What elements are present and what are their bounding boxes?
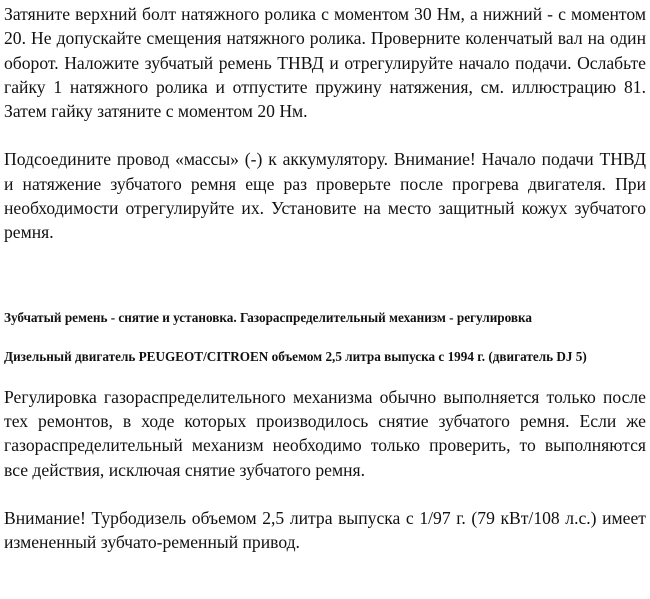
section-heading: Зубчатый ремень - снятие и установка. Газораспределительный механизм - регулировка [4,309,533,325]
paragraph-ground-wire: Подсоедините провод «массы» (-) к аккумулятору. Внимание! Начало подачи ТНВД и натяжение зубчатого ремня еще раз проверьте после прогрева двигателя. При необходимости отрегулируйте их. Установите на место защитный кожух зубчатого ремня. [4,149,646,243]
document-page [4,2,646,554]
paragraph-turbodiesel-note: Внимание! Турбодизель объемом 2,5 литра выпуска с 1/97 г. (79 кВт/108 л.с.) имеет измененный зубчато-ременный привод. [4,507,646,553]
paragraph-timing-adjustment: Регулировка газораспределительного механизма обычно выполняется только после тех ремонтов, в ходе которых производилось снятие зубчатого ремня. Если же газораспределительный механизм необходимо только проверить, то выполняются все действия, исключая снятие зубчатого ремня. [4,386,646,480]
paragraph-tensioner-torque: Затяните верхний болт натяжного ролика с моментом 30 Нм, а нижний - с моментом 20. Не допускайте смещения натяжного ролика. Проверните коленчатый вал на один оборот. Наложите зубчатый ремень ТНВД и отрегулируйте начало подачи. Ослабьте гайку 1 натяжного ролика и отпустите пружину натяжения, см. иллюстрацию 81. Затем гайку затяните с моментом 20 Нм. [4,4,646,122]
subsection-heading: Дизельный двигатель PEUGEOT/CITROEN объемом 2,5 литра выпуска с 1994 г. (двигатель DJ 5) [4,348,587,364]
